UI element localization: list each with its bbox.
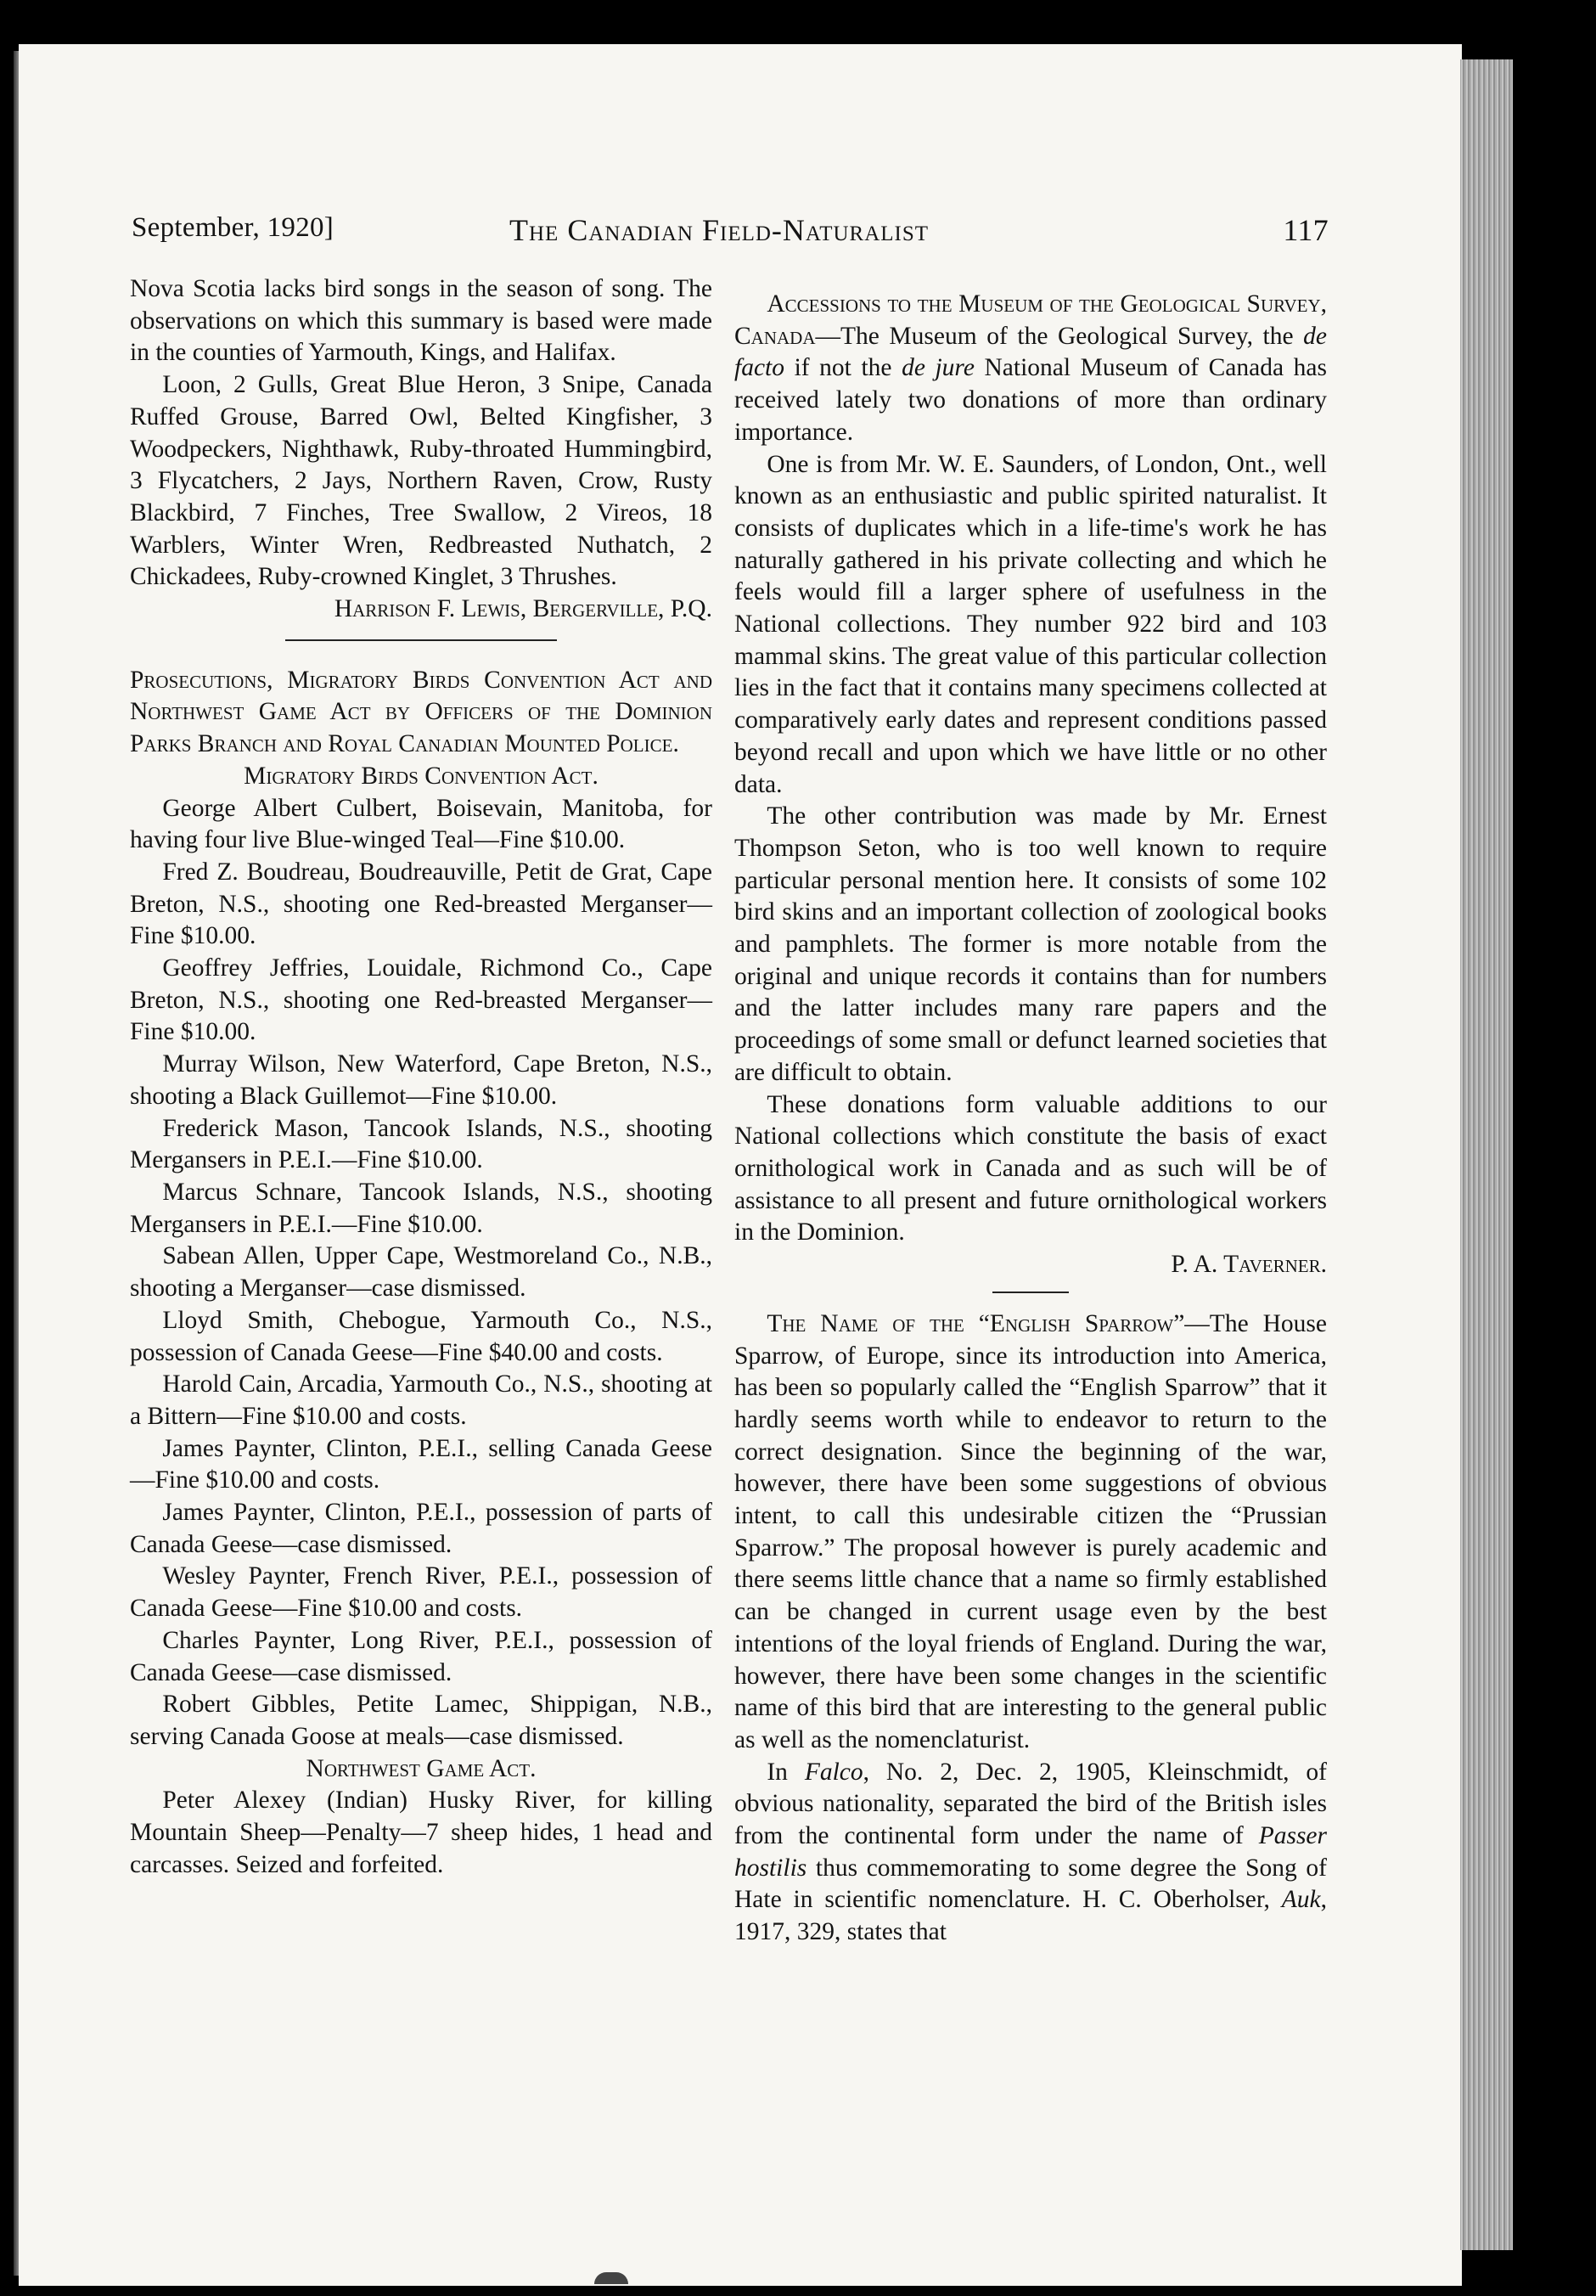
case-entry: Harold Cain, Arcadia, Yarmouth Co., N.S., shooting at a Bittern—Fine $10.00 and costs. xyxy=(130,1370,712,1430)
running-header xyxy=(132,212,1329,253)
case-entry: George Albert Culbert, Boisevain, Manitoba, for having four live Blue-winged Teal—Fine $10.00. xyxy=(130,794,712,854)
journal-title: The Canadian Field-Naturalist xyxy=(509,213,930,247)
paragraph: Loon, 2 Gulls, Great Blue Heron, 3 Snipe, Canada Ruffed Grouse, Barred Owl, Belted Kingfisher, 3 Woodpeckers, Nighthawk, Ruby-throated Hummingbird, 3 Flycatchers, 2 Jays, Northern Raven, Crow, Rusty Blackbird, 7 Finches, Tree Swallow, 2 Vireos, 18 Warblers, Winter Wren, Redbreasted Nuthatch, 2 Chickadees, Ruby-crowned Kinglet, 3 Thrushes. xyxy=(130,371,712,591)
italic-text: de jure xyxy=(902,354,975,382)
right-column xyxy=(734,289,1327,1949)
paragraph: Nova Scotia lacks bird songs in the season of song. The observations on which this summary is based were made in the counties of Yarmouth, Kings, and Halifax. xyxy=(130,275,712,367)
divider xyxy=(285,639,557,641)
article-title: The Name of the “English Sparrow” xyxy=(767,1309,1185,1337)
signature: P. A. Taverner. xyxy=(1171,1251,1327,1279)
text-run: National Museum of Canada has received lately two donations of more than ordinary importance. xyxy=(734,354,1327,446)
subheading: Migratory Birds Convention Act. xyxy=(244,762,598,790)
case-entry: Peter Alexey (Indian) Husky River, for killing Mountain Sheep—Penalty—7 sheep hides, 1 head and carcasses. Seized and forfeited. xyxy=(130,1787,712,1878)
italic-text: Auk xyxy=(1281,1886,1321,1914)
left-column xyxy=(130,273,712,1881)
paragraph xyxy=(734,1757,1327,1949)
text-run: In xyxy=(767,1758,805,1786)
text-run: thus commemorating to some degree the Song of Hate in scientific nomenclature. H. C. Oberholser, xyxy=(734,1854,1327,1914)
case-entry: James Paynter, Clinton, P.E.I., possession of parts of Canada Geese—case dismissed. xyxy=(130,1499,712,1558)
section-heading: Prosecutions, Migratory Birds Convention Act and Northwest Game Act by Officers of the Dominion Parks Branch and Royal Canadian Mounted Police. xyxy=(130,666,712,758)
case-entry: Murray Wilson, New Waterford, Cape Breton, N.S., shooting a Black Guillemot—Fine $10.00. xyxy=(130,1050,712,1110)
case-entry: Fred Z. Boudreau, Boudreauville, Petit de Grat, Cape Breton, N.S., shooting one Red-breasted Merganser—Fine $10.00. xyxy=(130,858,712,950)
case-entry: Lloyd Smith, Chebogue, Yarmouth Co., N.S., possession of Canada Geese—Fine $40.00 and costs. xyxy=(130,1306,712,1366)
header-date: September, 1920] xyxy=(132,212,334,243)
case-entry: Charles Paynter, Long River, P.E.I., possession of Canada Geese—case dismissed. xyxy=(130,1626,712,1686)
subheading: Northwest Game Act. xyxy=(306,1754,537,1782)
page-edges xyxy=(1460,59,1513,2250)
signature: Harrison F. Lewis, Bergerville, P.Q. xyxy=(334,595,712,623)
paragraph: These donations form valuable additions to our National collections which constitute the basis of exact ornithological work in Canada and as such will be of assistance to all present and future ornithological workers in the Dominion. xyxy=(734,1090,1327,1246)
italic-text: de facto xyxy=(734,322,1327,382)
paragraph xyxy=(734,1308,1327,1757)
case-entry: Robert Gibbles, Petite Lamec, Shippigan, N.B., serving Canada Goose at meals—case dismissed. xyxy=(130,1691,712,1750)
divider xyxy=(992,1292,1069,1293)
case-entry: Marcus Schnare, Tancook Islands, N.S., shooting Mergansers in P.E.I.—Fine $10.00. xyxy=(130,1178,712,1238)
case-entry: Wesley Paynter, French River, P.E.I., possession of Canada Geese—Fine $10.00 and costs. xyxy=(130,1562,712,1623)
text-run: if not the xyxy=(784,354,902,382)
paragraph: The other contribution was made by Mr. Ernest Thompson Seton, who is too well known to require particular personal mention here. It consists of some 102 bird skins and an important collection of zoological books and pamphlets. The former is more notable from the original and unique records it contains than for numbers and the latter includes many rare papers and the proceedings of some small or defunct learned societies that are difficult to obtain. xyxy=(734,802,1327,1086)
case-entry: Sabean Allen, Upper Cape, Westmoreland Co., N.B., shooting a Merganser—case dismissed. xyxy=(130,1242,712,1303)
paragraph xyxy=(734,289,1327,449)
case-entry: James Paynter, Clinton, P.E.I., selling Canada Geese—Fine $10.00 and costs. xyxy=(130,1434,712,1494)
scan-artifact xyxy=(594,2272,628,2284)
paragraph: One is from Mr. W. E. Saunders, of London, Ont., well known as an enthusiastic and public spirited naturalist. It consists of duplicates which in a life-time's work he has naturally gathered in his private collecting and which he feels would fill a larger sphere of usefulness in the National collections. They number 922 bird and 103 mammal skins. The great value of this particular collection lies in the fact that it contains many specimens collected at comparatively early dates and represent conditions passed beyond recall and upon which we have little or no other data. xyxy=(734,450,1327,798)
text-run: , 1917, 329, states that xyxy=(734,1886,1327,1946)
text-run: —The House Sparrow, of Europe, since its introduction into America, has been so popularly called the “English Sparrow” that it hardly seems worth while to endeavor to return to the correct designation. Since the beginning of the war, however, there have been some suggestions of obvious intent, to call this undesirable citizen the “Prussian Sparrow.” The proposal however is purely academic and there seems little chance that a name so firmly established can be changed in current usage even by the best intentions of the loyal friends of England. During the war, however, there have been some changes in the scientific name of this bird that are interesting to the general public as well as the nomenclaturist. xyxy=(734,1309,1327,1753)
text-run: —The Museum of the Geological Survey, the xyxy=(815,322,1304,350)
text-run: , No. 2, Dec. 2, 1905, Kleinschmidt, of obvious nationality, separated the bird of the British isles from the continental form under the name of xyxy=(734,1758,1327,1850)
italic-text: Passer hostilis xyxy=(734,1822,1327,1882)
page-number: 117 xyxy=(1283,213,1329,247)
italic-text: Falco xyxy=(804,1758,863,1786)
case-entry: Frederick Mason, Tancook Islands, N.S., shooting Mergansers in P.E.I.—Fine $10.00. xyxy=(130,1114,712,1174)
case-entry: Geoffrey Jeffries, Louidale, Richmond Co., Cape Breton, N.S., shooting one Red-breasted Merganser—Fine $10.00. xyxy=(130,954,712,1046)
article-title: Accessions to the Museum of the Geological Survey, Canada xyxy=(734,290,1327,350)
